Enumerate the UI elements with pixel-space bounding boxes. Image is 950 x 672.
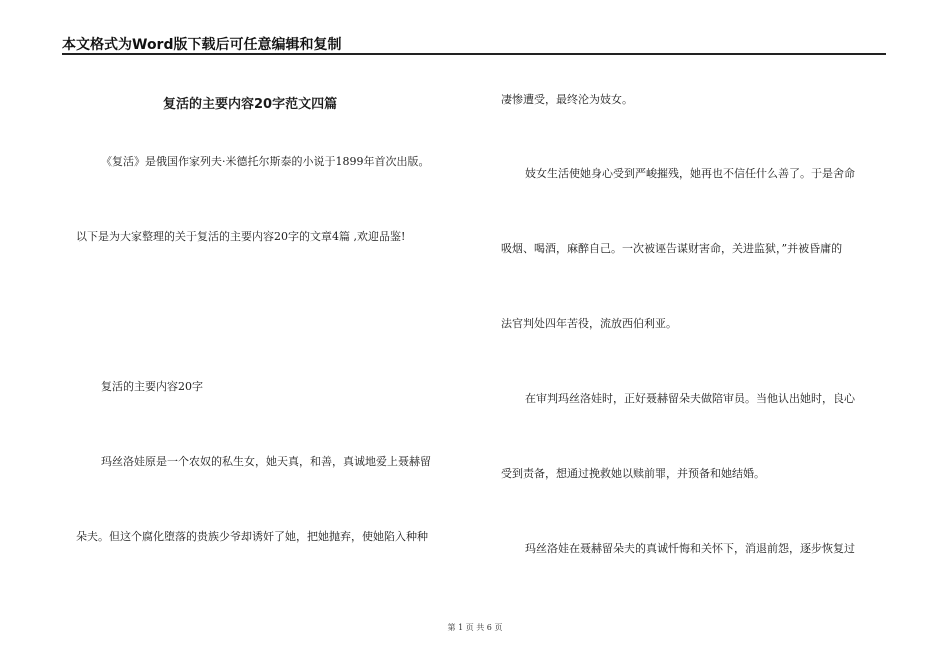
paragraph-line: 玛丝洛娃原是一个农奴的私生女，她天真，和善，真诚地爱上聂赫留 bbox=[101, 455, 431, 468]
paragraph-line: 以下是为大家整理的关于复活的主要内容20字的文章4篇 ,欢迎品鉴! bbox=[76, 230, 406, 243]
paragraph-line: 法官判处四年苦役，流放西伯利亚。 bbox=[501, 317, 677, 330]
paragraph-line: 吸烟、喝酒，麻醉自己。一次被诬告谋财害命，关进监狱，”并被昏庸的 bbox=[501, 242, 843, 255]
section-heading: 复活的主要内容20字 bbox=[101, 380, 203, 393]
document-title: 复活的主要内容20字范文四篇 bbox=[163, 97, 338, 112]
page-number-footer: 第 1 页 共 6 页 bbox=[447, 623, 503, 632]
banner-divider bbox=[62, 53, 886, 55]
paragraph-line: 玛丝洛娃在聂赫留朵夫的真诚忏悔和关怀下，消退前怨，逐步恢复过 bbox=[525, 542, 855, 555]
paragraph-line: 凄惨遭受，最终沦为妓女。 bbox=[501, 93, 633, 106]
download-banner-text: 本文格式为Word版下载后可任意编辑和复制 bbox=[62, 37, 342, 53]
paragraph-line: 受到责备，想通过挽救她以赎前罪，并预备和她结婚。 bbox=[501, 467, 765, 480]
paragraph-line: 朵夫。但这个腐化堕落的贵族少爷却诱奸了她，把她抛弃，使她陷入种种 bbox=[76, 530, 428, 543]
paragraph-line: 妓女生活使她身心受到严峻摧残，她再也不信任什么善了。于是舍命 bbox=[525, 167, 855, 180]
paragraph-line: 《复活》是俄国作家列夫·米德托尔斯泰的小说于1899年首次出版。 bbox=[101, 155, 430, 168]
paragraph-line: 在审判玛丝洛娃时，正好聂赫留朵夫做陪审员。当他认出她时，良心 bbox=[525, 392, 855, 405]
